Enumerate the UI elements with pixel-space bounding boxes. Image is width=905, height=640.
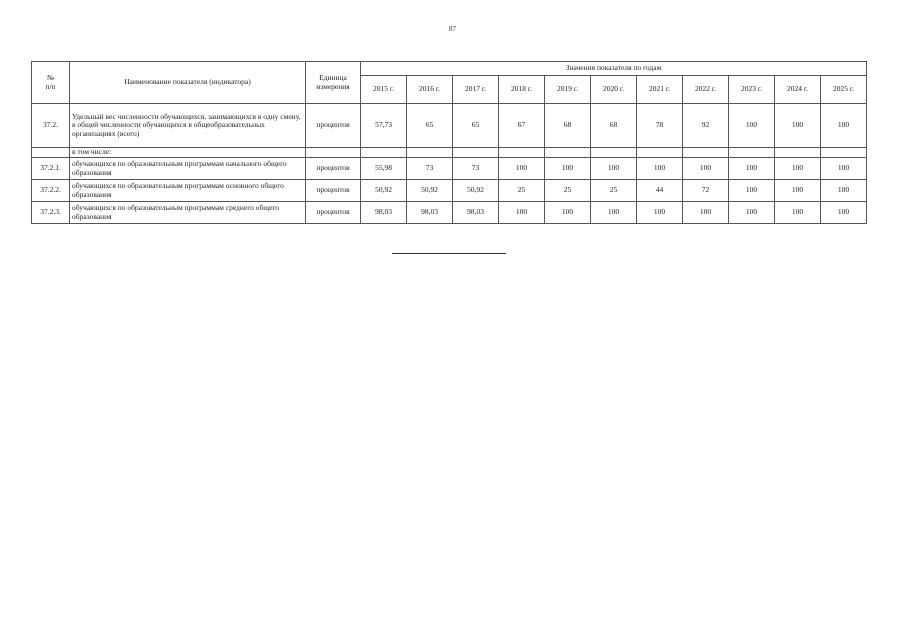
empty-cell bbox=[729, 148, 775, 158]
row-number: 37.2. bbox=[32, 104, 70, 148]
table-row bbox=[32, 104, 867, 148]
value-cell: 100 bbox=[729, 104, 775, 148]
empty-cell bbox=[361, 148, 407, 158]
value-cell: 98,03 bbox=[407, 202, 453, 224]
empty-cell bbox=[775, 148, 821, 158]
header-year: 2016 г. bbox=[407, 76, 453, 104]
value-cell: 73 bbox=[453, 158, 499, 180]
table-header bbox=[32, 62, 867, 104]
value-cell: 100 bbox=[545, 158, 591, 180]
header-unit: Единица измерения bbox=[306, 62, 361, 104]
table-row bbox=[32, 202, 867, 224]
value-cell: 92 bbox=[683, 104, 729, 148]
row-number: 37.2.1. bbox=[32, 158, 70, 180]
value-cell: 67 bbox=[499, 104, 545, 148]
value-cell: 100 bbox=[499, 158, 545, 180]
value-cell: 68 bbox=[591, 104, 637, 148]
table-row bbox=[32, 180, 867, 202]
value-cell: 100 bbox=[821, 180, 867, 202]
header-year: 2020 г. bbox=[591, 76, 637, 104]
value-cell: 100 bbox=[775, 202, 821, 224]
unit-cell: процентов bbox=[306, 180, 361, 202]
value-cell: 100 bbox=[729, 158, 775, 180]
indicator-name: Удельный вес численности обучающихся, занимающихся в одну смену, в общей численности обучающихся в общеобразовательных организациях (всего) bbox=[70, 104, 306, 148]
header-name: Наименование показателя (индикатора) bbox=[70, 62, 306, 104]
value-cell: 100 bbox=[729, 180, 775, 202]
empty-cell bbox=[591, 148, 637, 158]
indicators-table bbox=[31, 61, 867, 224]
row-number: 37.2.2. bbox=[32, 180, 70, 202]
unit-cell: процентов bbox=[306, 202, 361, 224]
header-year: 2018 г. bbox=[499, 76, 545, 104]
header-year: 2019 г. bbox=[545, 76, 591, 104]
empty-cell bbox=[637, 148, 683, 158]
value-cell: 50,92 bbox=[407, 180, 453, 202]
header-year: 2025 г. bbox=[821, 76, 867, 104]
subheader-label: в том числе: bbox=[70, 148, 306, 158]
unit-cell: процентов bbox=[306, 104, 361, 148]
empty-cell bbox=[306, 148, 361, 158]
table-row bbox=[32, 158, 867, 180]
value-cell: 100 bbox=[775, 158, 821, 180]
value-cell: 100 bbox=[821, 202, 867, 224]
value-cell: 68 bbox=[545, 104, 591, 148]
table-subheader-row bbox=[32, 148, 867, 158]
empty-cell bbox=[453, 148, 499, 158]
value-cell: 100 bbox=[637, 158, 683, 180]
header-year: 2015 г. bbox=[361, 76, 407, 104]
header-values-by-year: Значения показателя по годам bbox=[361, 62, 867, 76]
header-year: 2023 г. bbox=[729, 76, 775, 104]
value-cell: 100 bbox=[637, 202, 683, 224]
value-cell: 100 bbox=[821, 104, 867, 148]
empty-cell bbox=[407, 148, 453, 158]
indicator-name: обучающихся по образовательным программам начального общего образования bbox=[70, 158, 306, 180]
value-cell: 44 bbox=[637, 180, 683, 202]
row-number: 37.2.3. bbox=[32, 202, 70, 224]
header-number: № п/п bbox=[32, 62, 70, 104]
value-cell: 98,03 bbox=[453, 202, 499, 224]
value-cell: 55,98 bbox=[361, 158, 407, 180]
empty-cell bbox=[545, 148, 591, 158]
value-cell: 100 bbox=[683, 158, 729, 180]
unit-cell: процентов bbox=[306, 158, 361, 180]
value-cell: 50,92 bbox=[453, 180, 499, 202]
value-cell: 78 bbox=[637, 104, 683, 148]
value-cell: 100 bbox=[775, 104, 821, 148]
value-cell: 100 bbox=[821, 158, 867, 180]
page-number: 87 bbox=[449, 25, 456, 33]
table-body bbox=[32, 104, 867, 224]
value-cell: 98,03 bbox=[361, 202, 407, 224]
value-cell: 50,92 bbox=[361, 180, 407, 202]
header-year: 2017 г. bbox=[453, 76, 499, 104]
value-cell: 65 bbox=[453, 104, 499, 148]
header-year: 2024 г. bbox=[775, 76, 821, 104]
end-separator-line bbox=[392, 253, 506, 254]
value-cell: 100 bbox=[499, 202, 545, 224]
header-year: 2021 г. bbox=[637, 76, 683, 104]
value-cell: 100 bbox=[729, 202, 775, 224]
value-cell: 100 bbox=[545, 202, 591, 224]
value-cell: 72 bbox=[683, 180, 729, 202]
value-cell: 100 bbox=[591, 158, 637, 180]
indicator-name: обучающихся по образовательным программам основного общего образования bbox=[70, 180, 306, 202]
header-year: 2022 г. bbox=[683, 76, 729, 104]
value-cell: 65 bbox=[407, 104, 453, 148]
empty-cell bbox=[499, 148, 545, 158]
empty-cell bbox=[821, 148, 867, 158]
empty-cell bbox=[32, 148, 70, 158]
value-cell: 73 bbox=[407, 158, 453, 180]
value-cell: 25 bbox=[545, 180, 591, 202]
indicator-name: обучающихся по образовательным программам среднего общего образования bbox=[70, 202, 306, 224]
value-cell: 25 bbox=[591, 180, 637, 202]
value-cell: 57,73 bbox=[361, 104, 407, 148]
value-cell: 25 bbox=[499, 180, 545, 202]
value-cell: 100 bbox=[591, 202, 637, 224]
empty-cell bbox=[683, 148, 729, 158]
value-cell: 100 bbox=[775, 180, 821, 202]
value-cell: 100 bbox=[683, 202, 729, 224]
